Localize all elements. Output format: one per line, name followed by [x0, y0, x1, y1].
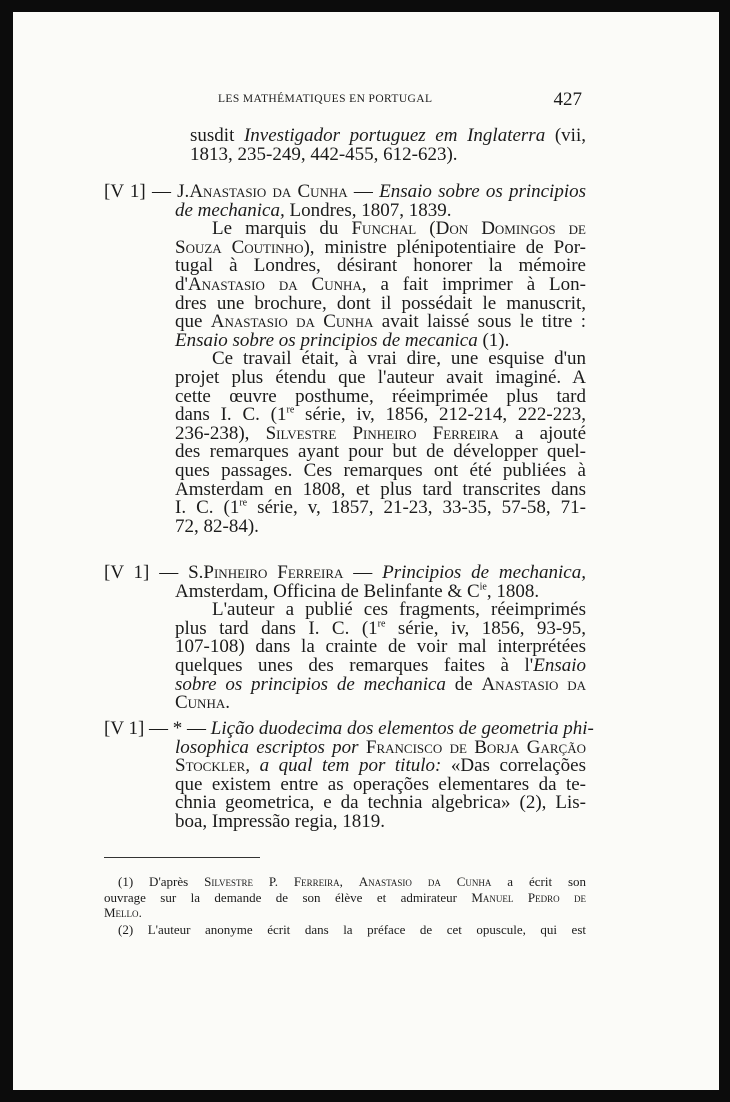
text-line: I. C. (1re série, v, 1857, 21-23, 33-35, 57-58, 71-	[175, 497, 587, 519]
text-line: dans I. C. (1re série, iv, 1856, 212-214, 222-223,	[175, 404, 586, 426]
entry-heading: [V 1] — S.Pinheiro Ferreira — Principios de mechanica,	[104, 562, 586, 583]
text-line: L'auteur a publié ces fragments, réeimprimés	[212, 599, 586, 621]
text-line: susdit Investigador portuguez em Inglaterra (vii,	[190, 125, 586, 146]
page-header	[218, 89, 582, 113]
entry-paragraph	[175, 580, 586, 714]
continuation-text	[190, 127, 586, 164]
entry-heading: [V 1] — J.Anastasio da Cunha — Ensaio sobre os principios	[104, 181, 586, 202]
text-line: 236-238), Silvestre Pinheiro Ferreira a ajouté	[175, 422, 587, 444]
text-line: ques passages. Ces remarques ont été publiées à	[175, 459, 586, 481]
text-line: cette œuvre posthume, réeimprimée plus tard	[175, 385, 586, 407]
text-line: de mechanica, Londres, 1807, 1839.	[175, 199, 452, 221]
text-line: que Anastasio da Cunha avait laissé sous le titre :	[175, 311, 587, 333]
footnote-line: (1) D'après Silvestre P. Ferreira, Anastasio da Cunha a écrit son	[118, 874, 587, 889]
text-line: que existem entre as operações elementares da te-	[175, 773, 586, 795]
running-title: LES MATHÉMATIQUES EN PORTUGAL	[218, 93, 433, 105]
text-line: boa, Impressão regia, 1819.	[175, 810, 385, 832]
text-line: losophica escriptos por Francisco de Borja Garção	[175, 736, 586, 758]
text-line: des remarques ayant pour but de développer quel-	[175, 441, 586, 463]
text-line: Amsterdam, Officina de Belinfante & $C^{ie}$, 1808.	[175, 580, 540, 602]
text-line: 72, 82-84).	[175, 515, 259, 537]
footnote-rule	[104, 857, 260, 858]
text-line: Ce travail était, à vrai dire, une esquise d'un	[212, 348, 586, 370]
entry-paragraph	[175, 220, 586, 536]
entry-heading: [V 1] — * — Lição duodecima dos elementos de geometria phi-	[104, 718, 594, 739]
text-line: Ensaio sobre os principios de mecanica (1).	[175, 329, 510, 351]
text-line: Stockler, a qual tem por titulo: «Das correlações	[175, 755, 586, 777]
text-line: sobre os principios de mechanica de Anastasio da	[175, 673, 586, 695]
text-line: tugal à Londres, désirant honorer la mémoire	[175, 255, 586, 277]
text-line: Le marquis du Funchal (Don Domingos de	[212, 218, 586, 240]
text-line: plus tard dans I. C. (1re série, iv, 1856, 93-95,	[175, 617, 586, 639]
text-line: d'Anastasio da Cunha, a fait imprimer à Lon-	[175, 273, 586, 295]
text-line: 1813, 235-249, 442-455, 612-623).	[190, 143, 458, 165]
text-line: chnia geometrica, e da technia algebrica» (2), Lis-	[175, 792, 586, 814]
footnote	[104, 874, 586, 921]
text-line: Amsterdam en 1808, et plus tard transcrites dans	[175, 478, 586, 500]
footnote	[104, 922, 586, 938]
text-line: projet plus étendu que l'auteur avait imaginé. A	[175, 366, 586, 388]
text-line: Souza Coutinho), ministre plénipotentiaire de Por-	[175, 236, 586, 258]
text-line: quelques unes des remarques faites à l'Ensaio	[175, 654, 586, 676]
text-line: dres une brochure, dont il possédait le manuscrit,	[175, 292, 586, 314]
footnote-line: Mello.	[104, 905, 142, 920]
text-line: Cunha.	[175, 692, 230, 714]
page-number: 427	[553, 89, 582, 110]
text-line: 107-108) dans la crainte de voir mal interprétées	[175, 636, 586, 658]
footnote-line: (2) L'auteur anonyme écrit dans la préface de cet opuscule, qui est	[118, 922, 586, 937]
footnote-line: ouvrage sur la demande de son élève et admirateur Manuel Pedro de	[104, 889, 586, 905]
entry-paragraph	[175, 736, 586, 832]
